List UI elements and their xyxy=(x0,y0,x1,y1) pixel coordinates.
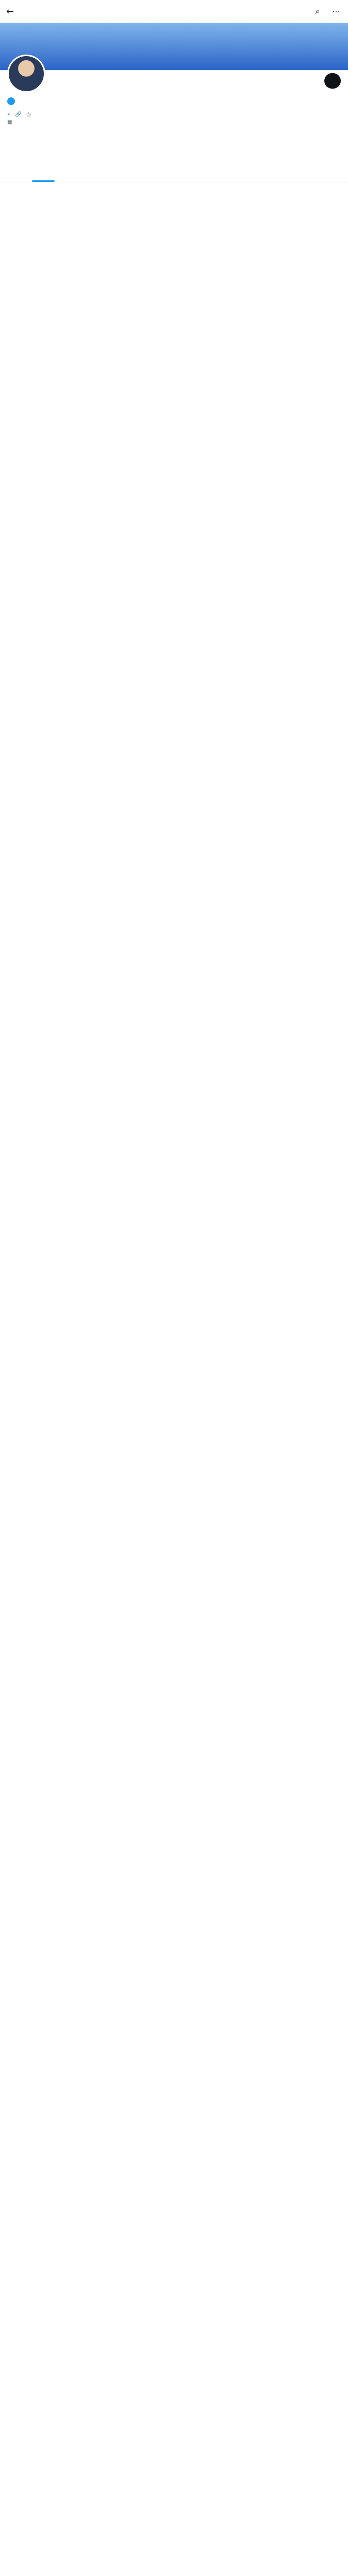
follow-stats xyxy=(7,130,341,137)
back-arrow-icon[interactable]: ← xyxy=(6,6,14,17)
tab-replies[interactable] xyxy=(87,162,174,182)
calendar-icon: ▦ xyxy=(7,120,12,125)
search-icon[interactable]: ⌕ xyxy=(315,6,320,16)
tab-media[interactable] xyxy=(261,162,348,182)
tab-posts[interactable] xyxy=(0,162,87,182)
profile-tabs xyxy=(0,162,348,182)
tab-highlights[interactable] xyxy=(174,162,261,182)
link-icon: 🔗 xyxy=(15,112,22,117)
follow-button[interactable] xyxy=(324,73,341,89)
more-icon[interactable]: ⋯ xyxy=(332,6,340,16)
profile-info xyxy=(7,96,341,137)
profile-name-row xyxy=(7,96,341,106)
verified-badge-icon xyxy=(7,97,15,105)
birthday-icon: ◎ xyxy=(26,112,31,117)
top-bar xyxy=(0,0,348,23)
profile-avatar[interactable] xyxy=(7,55,45,93)
profile-banner[interactable] xyxy=(0,23,348,70)
profile-meta xyxy=(7,111,341,126)
location-icon: ⌖ xyxy=(7,112,10,117)
